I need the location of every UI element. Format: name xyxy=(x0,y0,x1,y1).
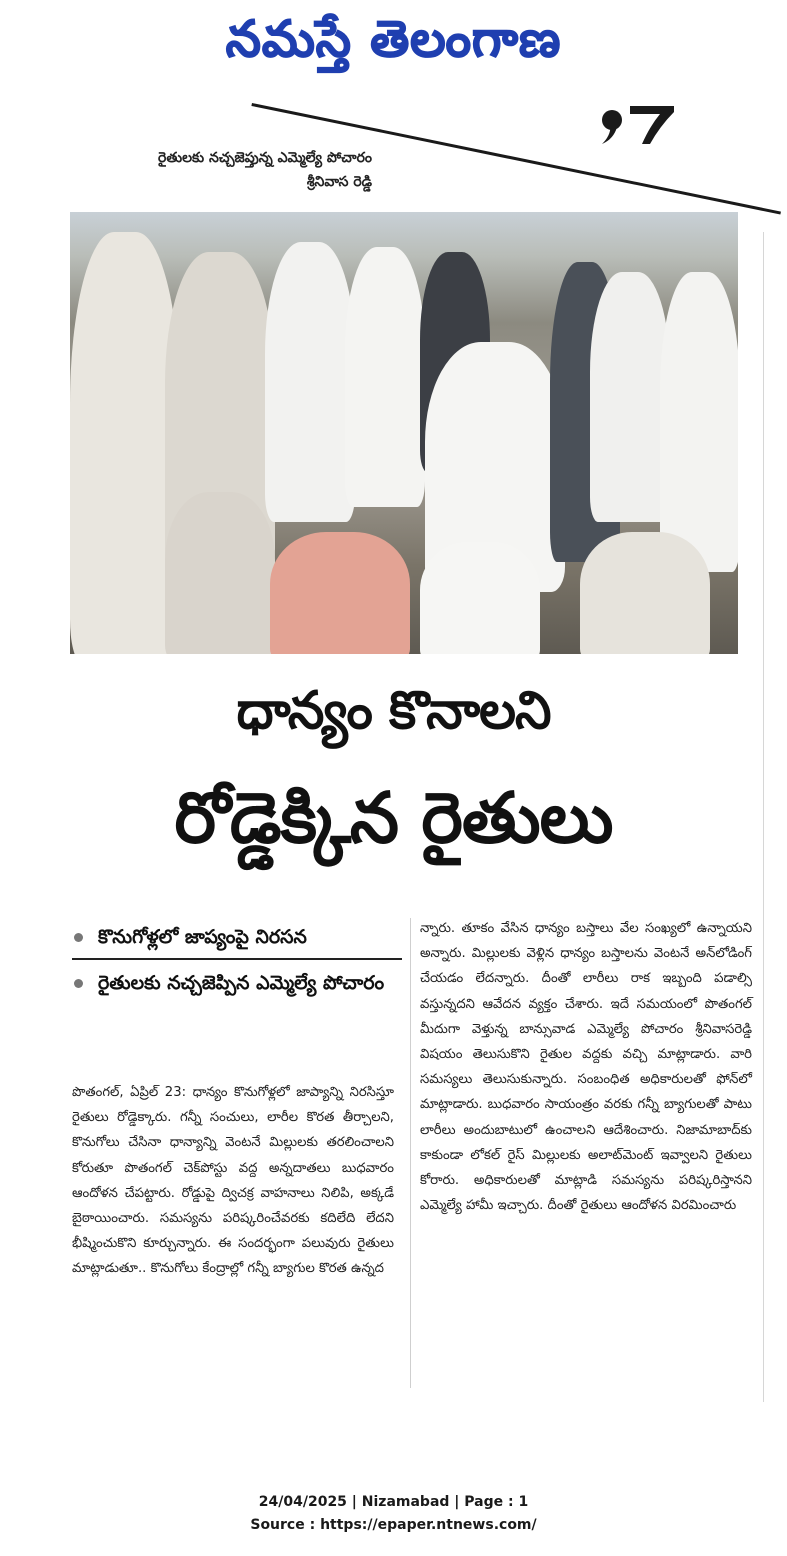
column-divider xyxy=(410,918,411,1388)
bullet-dot-icon xyxy=(74,933,83,942)
quote-mark-icon xyxy=(598,98,678,148)
photo-figure xyxy=(345,247,425,507)
highlight-text: కొనుగోళ్లలో జాప్యంపై నిరసన xyxy=(98,926,307,948)
headline-line-1: ధాన్యం కొనాలని xyxy=(236,681,551,741)
photo-figure xyxy=(660,272,738,572)
highlights-list xyxy=(72,922,402,998)
highlight-item xyxy=(72,968,402,998)
highlight-divider xyxy=(72,958,402,960)
newspaper-logo: నమస్తే తెలంగాణ xyxy=(225,10,562,68)
article-body-right: న్నారు. తూకం వేసిన ధాన్యం బస్తాలు వేల సంఖ్యలో ఉన్నాయని అన్నారు. మిల్లులకు వెళ్లిన ధాన్యం బస్తాలను వెంటనే అన్‌లోడింగ్ చేయడం లేదన్నారు. దీంతో లారీలు రాక ఇబ్బంది పడాల్సి వస్తున్నదని ఆవేదన వ్యక్తం చేశారు. ఇదే సమయంలో పొతంగల్ మీదుగా వెళ్తున్న బాన్సువాడ ఎమ్మెల్యే పోచారం శ్రీనివాసరెడ్డి విషయం తెలుసుకొని రైతుల వద్దకు వచ్చి మాట్లాడారు. వారి సమస్యలు తెలుసుకున్నారు. సంబంధిత అధికారులతో ఫోన్‌లో మాట్లాడారు. బుధవారం సాయంత్రం వరకు గన్నీ బ్యాగులతో పాటు లారీలు అందుబాటులో ఉంచాలని ఆదేశించారు. నిజామాబాద్‌కు కాకుండా లోకల్ రైస్ మిల్లులకు అలాట్‌మెంట్ ఇవ్వాలని రైతులు కోరారు. అధికారులతో మాట్లాడి సమస్యను పరిష్కరిస్తానని ఎమ్మెల్యే హామీ ఇచ్చారు. దీంతో రైతులు ఆందోళన విరమించారు xyxy=(420,921,752,1214)
news-photo xyxy=(70,212,738,654)
photo-figure xyxy=(590,272,670,522)
headline-line-2: రోడ్డెక్కిన రైతులు xyxy=(174,777,613,859)
highlight-text: రైతులకు నచ్చజెప్పిన ఎమ్మెల్యే పోచారం xyxy=(98,972,385,994)
bullet-dot-icon xyxy=(74,979,83,988)
photo-figure xyxy=(165,492,275,654)
photo-caption: రైతులకు నచ్చజెప్తున్న ఎమ్మెల్యే పోచారం శ్రీనివాస రెడ్డి xyxy=(158,150,372,190)
footer-date-edition: 24/04/2025 | Nizamabad | Page : 1 xyxy=(258,1494,529,1510)
footer-source: Source : https://epaper.ntnews.com/ xyxy=(250,1517,537,1533)
article-body-left: పొతంగల్, ఏప్రిల్ 23: ధాన్యం కొనుగోళ్లలో జాప్యాన్ని నిరసిస్తూ రైతులు రోడ్డెక్కారు. గన్నీ సంచులు, లారీల కొరత తీర్చాలని, కొనుగోలు చేసినా ధాన్యాన్ని వెంటనే మిల్లులకు తరలించాలని కోరుతూ పొతంగల్ చెక్‌పోస్టు వద్ద అన్నదాతలు బుధవారం ఆందోళన చేపట్టారు. రోడ్డుపై ద్విచక్ర వాహనాలు నిలిపి, అక్కడే బైఠాయించారు. సమస్యను పరిష్కరించేవరకు కదిలేది లేదని భీష్మించుకొని కూర్చున్నారు. ఈ సందర్భంగా పలువురు రైతులు మాట్లాడుతూ.. కొనుగోలు కేంద్రాల్లో గన్నీ బ్యాగుల కొరత ఉన్నద xyxy=(72,1085,394,1277)
masthead xyxy=(0,0,787,80)
photo-figure xyxy=(420,542,540,654)
photo-figure xyxy=(265,242,355,522)
photo-figure xyxy=(580,532,710,654)
photo-figure xyxy=(70,232,180,654)
highlight-item xyxy=(72,922,402,952)
page-edge-rule xyxy=(763,232,764,1402)
photo-figure xyxy=(270,532,410,654)
